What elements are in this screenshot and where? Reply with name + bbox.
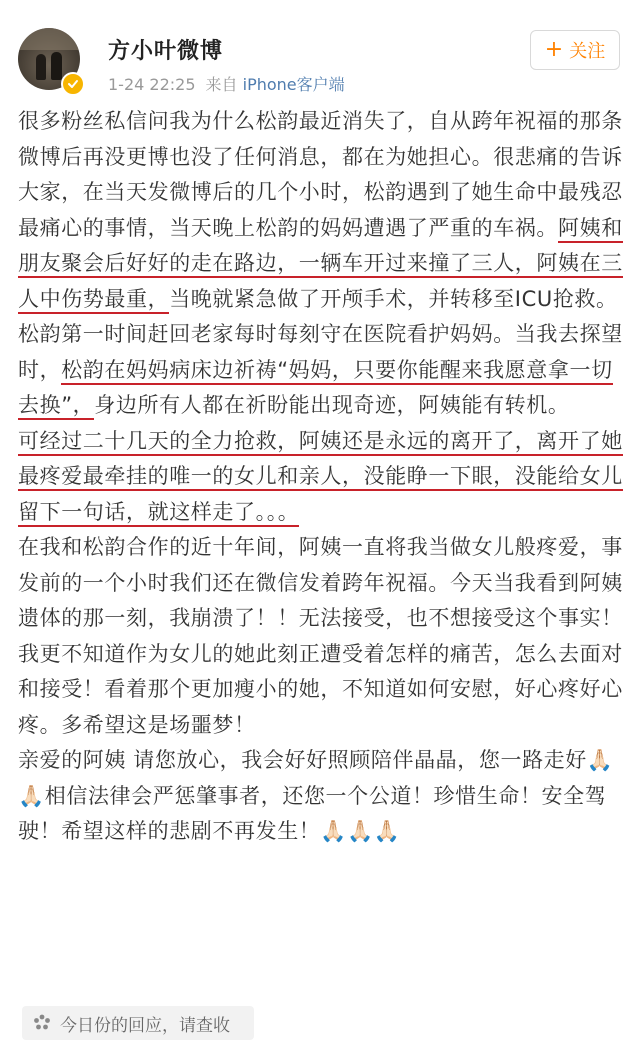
avatar-figure — [51, 52, 62, 80]
post-text: 当晚就紧急做了开颅手术，并转移至ICU抢救。松韵第一时间赶回老家每时每刻守在医院看护妈妈。当我去探望时， — [18, 286, 623, 382]
post-meta — [108, 72, 345, 95]
post-paragraph — [18, 743, 624, 850]
post-text: 很多粉丝私信问我为什么松韵最近消失了，自从跨年祝福的那条微博后再没更博也没了任何消息，都在为她担心。很悲痛的告诉大家，在当天发微博后的几个小时，松韵遇到了她生命中最残忍最痛心的事情，当天晚上松韵的妈妈遭遇了严重的车祸。 — [18, 109, 623, 240]
post-paragraph — [18, 530, 624, 743]
post-paragraph — [18, 424, 624, 531]
verified-badge-icon — [61, 72, 85, 96]
post-text: 身边所有人都在祈盼能出现奇迹，阿姨能有转机。 — [94, 393, 570, 417]
source-prefix: 来自 — [205, 75, 238, 94]
pray-emoji-icon: 🙏🏻🙏🏻🙏🏻 — [320, 819, 401, 843]
source-device[interactable]: iPhone客户端 — [242, 75, 345, 94]
post-header — [0, 0, 640, 110]
post-text: 相信法律会严惩肇事者，还您一个公道！珍惜生命！安全驾驶！希望这样的悲剧不再发生！ — [18, 783, 607, 843]
underlined-text: 阿姨和朋友聚会后好好的走在路边，一辆车开过来撞了三人，阿姨在三人中伤势最重， — [18, 216, 623, 314]
response-label: 今日份的回应，请查收 — [60, 1015, 230, 1036]
post-time: 1-24 22:25 — [108, 75, 196, 94]
avatar-sky — [18, 28, 80, 50]
post-body — [18, 104, 624, 850]
follow-label: 关注 — [569, 41, 606, 62]
username[interactable]: 方小叶微博 — [108, 39, 224, 64]
pray-emoji-icon: 🙏🏻🙏🏻 — [18, 748, 614, 808]
underlined-text: 松韵在妈妈病床边祈祷“妈妈，只要你能醒来我愿意拿一切去换”， — [18, 358, 613, 421]
avatar-figure — [36, 54, 46, 80]
follow-button[interactable] — [530, 30, 620, 70]
post-text: 在我和松韵合作的近十年间，阿姨一直将我当做女儿般疼爱，事发前的一个小时我们还在微信发着跨年祝福。今天当我看到阿姨遗体的那一刻，我崩溃了！！无法接受，也不想接受这个事实！我更不知道作为女儿的她此刻正遭受着怎样的痛苦，怎么去面对和接受！看着那个更加瘦小的她，不知道如何安慰，好心疼好心疼。多希望这是场噩梦！ — [18, 535, 623, 737]
post-paragraph — [18, 104, 624, 424]
response-link[interactable] — [22, 1006, 254, 1040]
plus-icon: + — [544, 37, 564, 62]
underlined-text: 可经过二十几天的全力抢救，阿姨还是永远的离开了，离开了她最疼爱最牵挂的唯一的女儿和亲人，没能睁一下眼，没能给女儿留下一句话，就这样走了。。。 — [18, 429, 623, 527]
post-text: 亲爱的阿姨 请您放心，我会好好照顾陪伴晶晶，您一路走好 — [18, 748, 587, 772]
sticker-icon — [32, 1013, 52, 1033]
